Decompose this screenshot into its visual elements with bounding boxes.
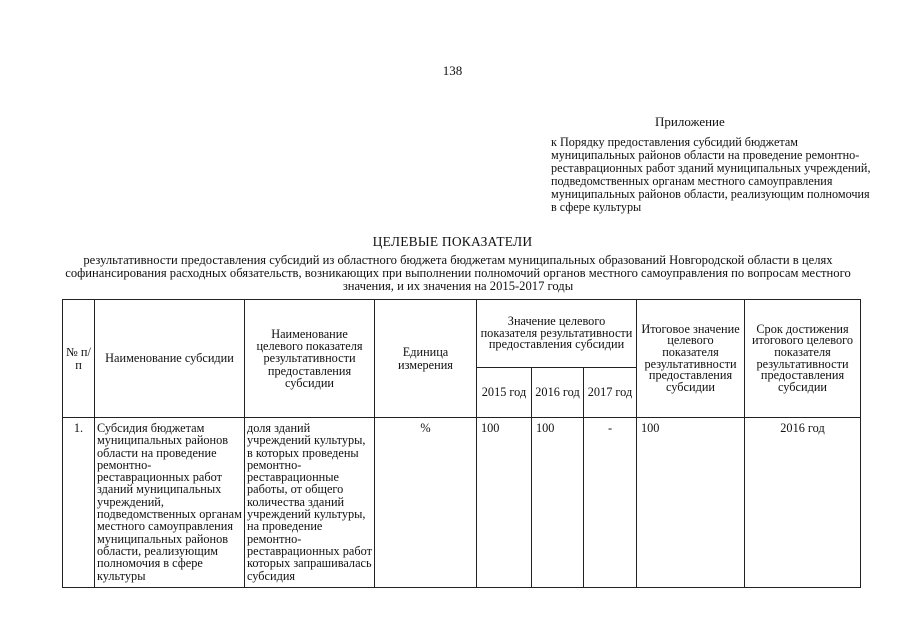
header-num: № п/п [63,300,95,418]
target-indicators-table [62,299,861,588]
row-year-2017: - [584,418,637,588]
row-year-2015: 100 [477,418,532,588]
row-year-2016: 100 [532,418,584,588]
page-number: 138 [442,63,463,78]
document-title: ЦЕЛЕВЫЕ ПОКАЗАТЕЛИ [372,234,533,249]
row-num: 1. [63,418,95,588]
row-deadline: 2016 год [745,418,861,588]
table-row [63,418,861,588]
header-indicator-name: Наименование целевого показателя результативности предоставления субсидии [245,300,375,418]
header-subsidy-name: Наименование субсидии [95,300,245,418]
row-unit: % [375,418,477,588]
header-target-value: Значение целевого показателя результативности предоставления субсидии [477,300,637,368]
header-year-2017: 2017 год [584,368,637,418]
row-final-value: 100 [637,418,745,588]
header-deadline: Срок достижения итогового целевого показателя результативности предоставления субсидии [745,300,861,418]
row-indicator-name: доля зданий учреждений культуры, в которых проведены ремонтно-реставрационные работы, от общего количества зданий учреждений культуры, на проведение ремонтно-реставрационных работ которых запрашивалась субсидия [245,418,375,588]
document-subtitle: результативности предоставления субсидий из областного бюджета бюджетам муниципальных образований Новгородской области в целях софинансирования расходных обязательств, возникающих при выполнении полномочий органов местного самоуправления по вопросам местного значения, и их значения на 2015-2017 годы [65,253,851,293]
header-final-value: Итоговое значение целевого показателя результативности предоставления субсидии [637,300,745,418]
row-subsidy-name: Субсидия бюджетам муниципальных районов области на проведение ремонтно-реставрационных работ зданий муниципальных учреждений, подведомственных органам местного самоуправления муниципальных районов области, реализующим полномочия в сфере культуры [95,418,245,588]
header-year-2015: 2015 год [477,368,532,418]
header-unit: Единица измерения [375,300,477,418]
appendix-title: Приложение [655,114,725,129]
appendix-text: к Порядку предоставления субсидий бюджетам муниципальных районов области на проведение ремонтно-реставрационных работ зданий муниципальных учреждений, подведомственных органам местного самоуправления муниципальных районов области, реализующим полномочия в сфере культуры [551,135,871,214]
header-year-2016: 2016 год [532,368,584,418]
